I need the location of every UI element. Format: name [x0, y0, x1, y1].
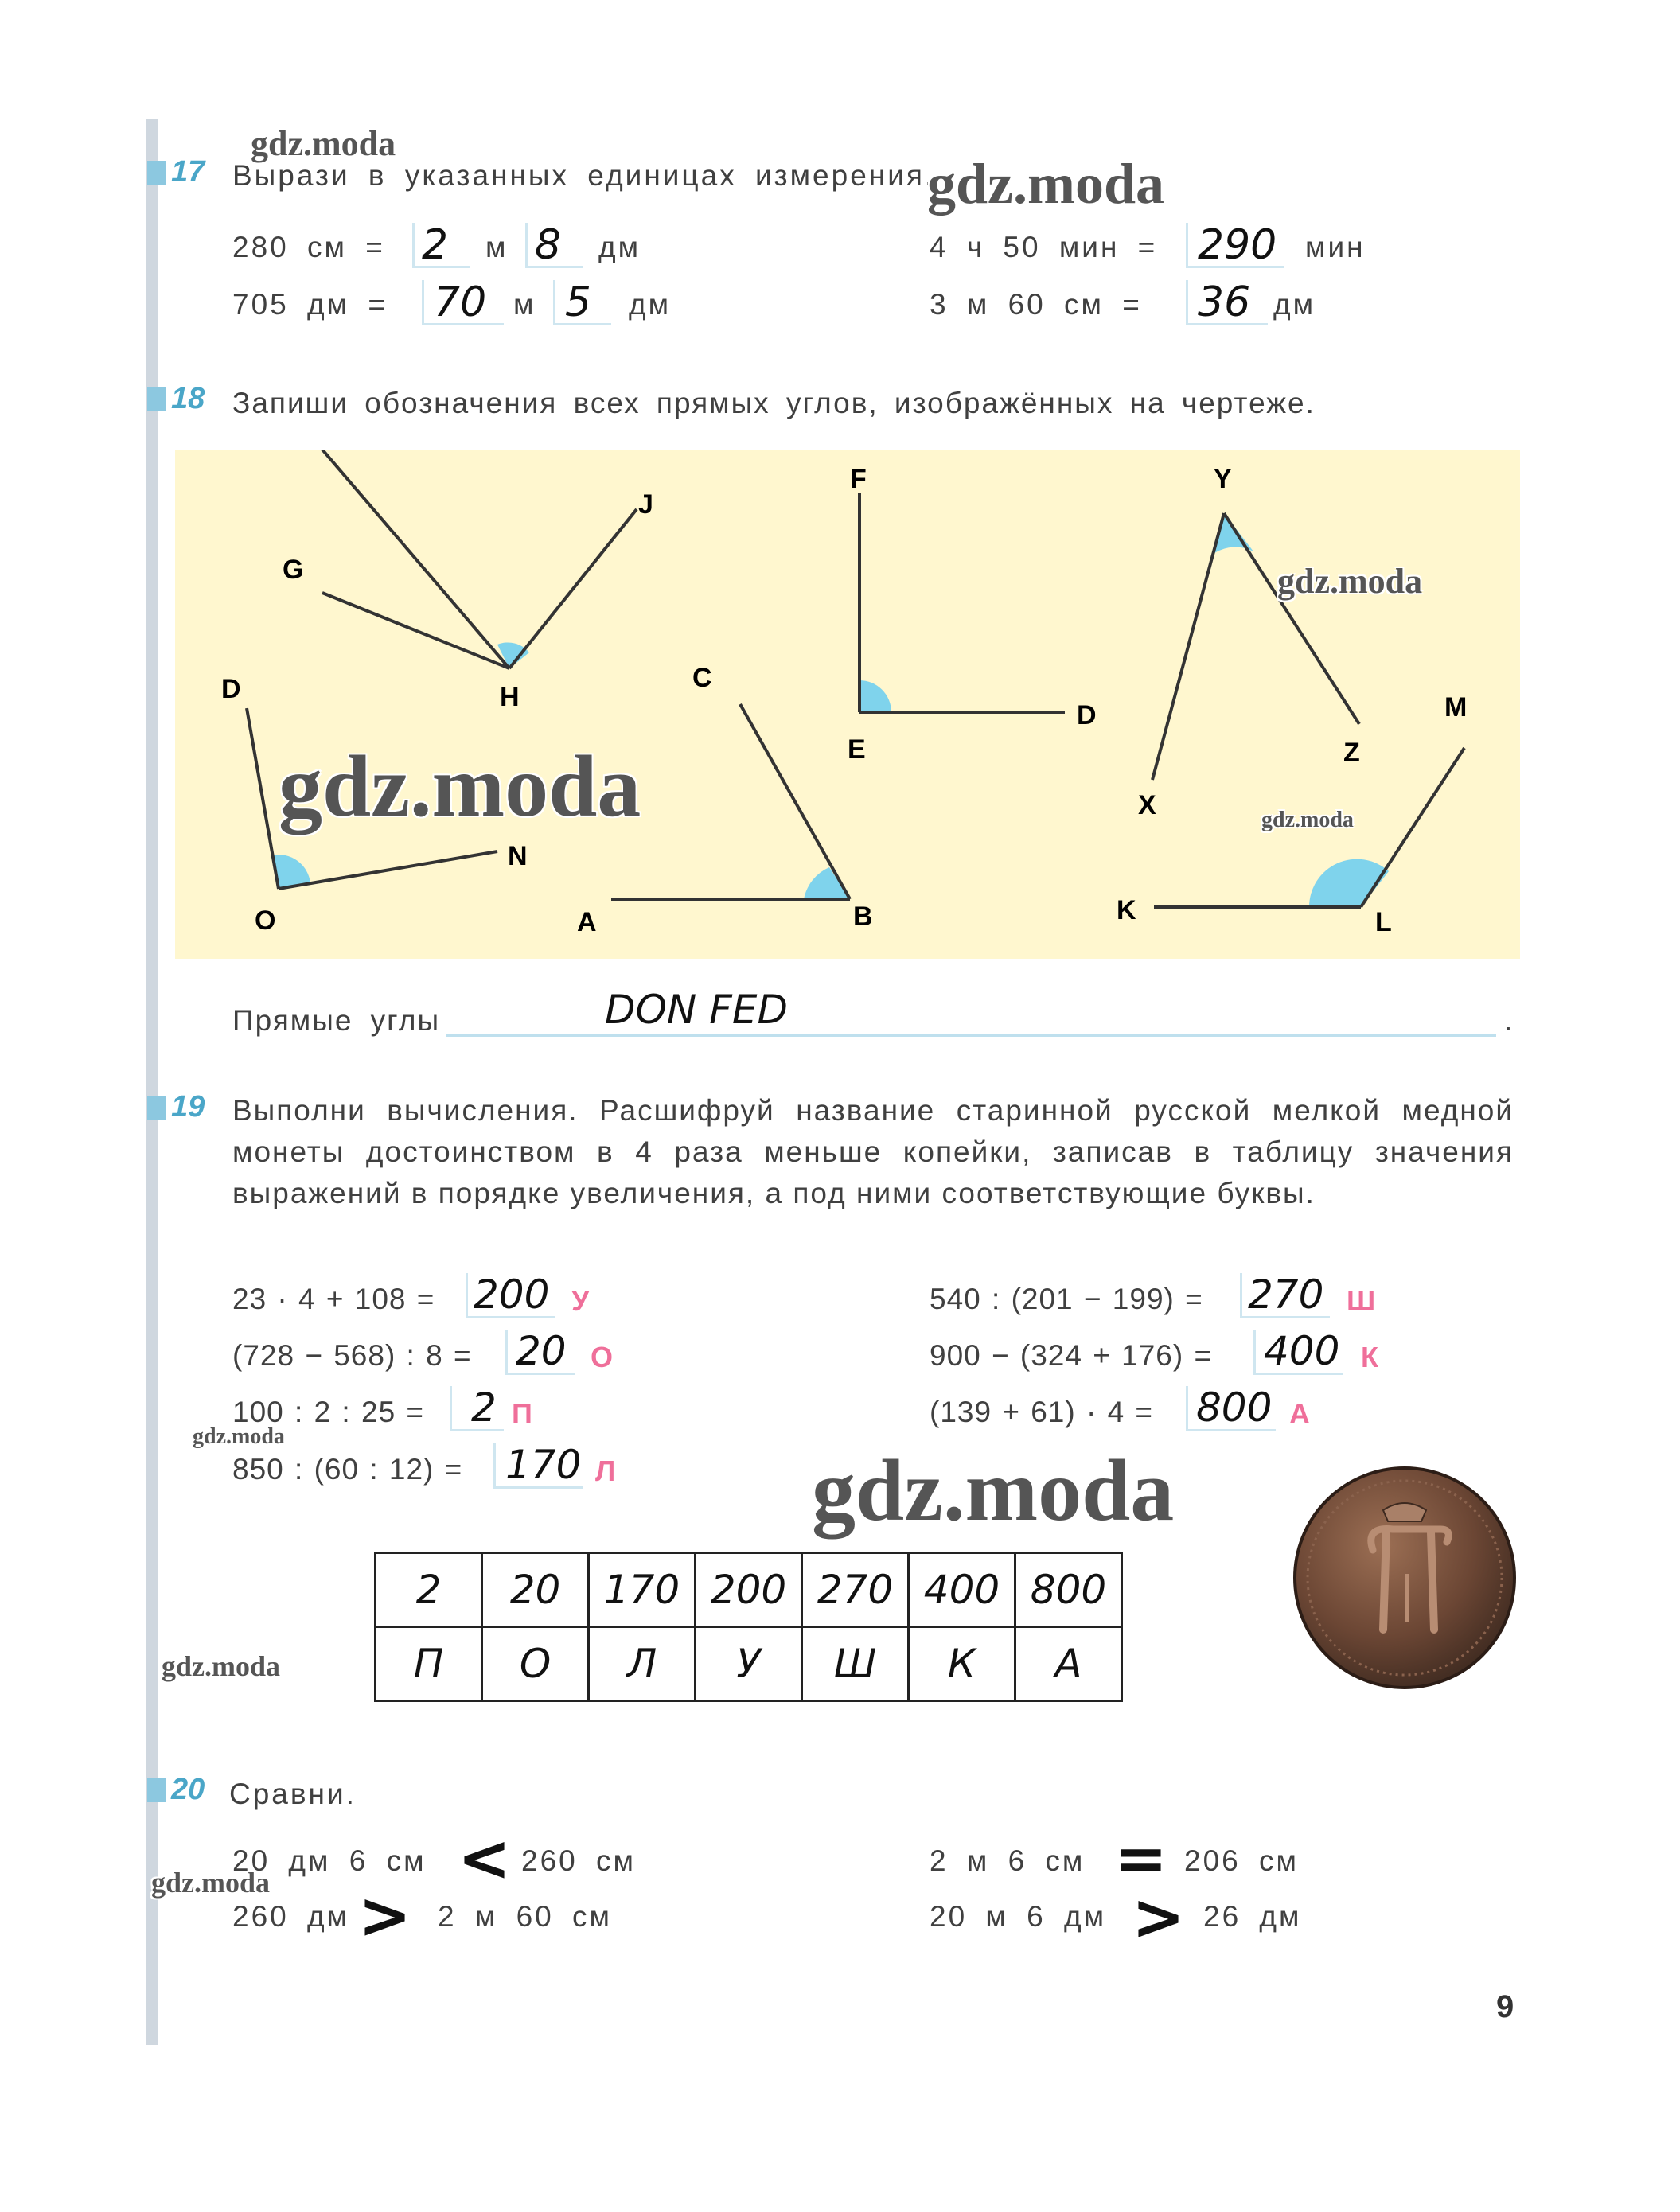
compare-right: 206 см: [1184, 1844, 1299, 1877]
compare-left: 20 дм 6 см: [232, 1844, 427, 1877]
watermark: gdz.moda: [193, 1424, 285, 1449]
compare-left: 20 м 6 дм: [930, 1900, 1107, 1933]
task-18-number: 18: [147, 382, 205, 416]
unit: дм: [629, 288, 672, 321]
unit: м: [485, 231, 509, 263]
task-17-number: 17: [147, 155, 205, 189]
unit: дм: [598, 231, 641, 263]
right-angles-label: Прямые углы: [232, 1004, 441, 1037]
task-17-row2-left: 705 дм =: [232, 288, 388, 321]
task-17-row4-left: 3 м 60 см =: [930, 288, 1142, 321]
geometry-drawing: [175, 450, 1520, 959]
task-20-prompt: Сравни.: [229, 1778, 357, 1810]
watermark: gdz.moda: [812, 1442, 1175, 1539]
point-label: C: [692, 663, 712, 693]
cipher-table: [374, 1552, 1123, 1702]
cipher-letter-cell: Л: [589, 1627, 696, 1701]
cipher-value-cell: 800: [1015, 1553, 1122, 1627]
unit: м: [513, 288, 536, 321]
task-18-prompt: Запиши обозначения всех прямых углов, изображённых на чертеже.: [232, 387, 1316, 419]
expression-value: 270: [1248, 1272, 1324, 1318]
cipher-letters-row: [376, 1627, 1122, 1701]
point-label: F: [850, 464, 867, 494]
cipher-letter-cell: Ш: [802, 1627, 909, 1701]
watermark: gdz.moda: [1261, 808, 1354, 832]
expression-value: 400: [1264, 1328, 1340, 1374]
task-17-row3-left: 4 ч 50 мин =: [930, 231, 1158, 263]
task-17-prompt: Вырази в указанных единицах измерения.: [232, 159, 936, 192]
expression: (139 + 61) · 4 =: [930, 1396, 1154, 1428]
compare-right: 26 дм: [1203, 1900, 1302, 1933]
point-label: E: [848, 734, 866, 765]
watermark: gdz.moda: [927, 152, 1165, 216]
cipher-letter: Л: [595, 1455, 616, 1487]
point-label: Y: [1214, 464, 1232, 494]
expression: 540 : (201 − 199) =: [930, 1283, 1203, 1315]
cipher-value-cell: 400: [909, 1553, 1015, 1627]
expression: 850 : (60 : 12) =: [232, 1453, 463, 1486]
task-17-row1-left: 280 см =: [232, 231, 385, 263]
point-label: X: [1138, 790, 1156, 820]
answer-value: 70: [434, 278, 487, 326]
answer-value: 5: [565, 278, 592, 326]
unit: дм: [1273, 288, 1316, 321]
expression: 100 : 2 : 25 =: [232, 1396, 425, 1428]
compare-left: 260 дм: [232, 1900, 350, 1933]
cipher-letter: П: [512, 1397, 532, 1430]
cipher-letter-cell: А: [1015, 1627, 1122, 1701]
cipher-letter: К: [1361, 1341, 1378, 1373]
answer-value: 36: [1198, 278, 1251, 326]
coin-image: [1289, 1462, 1520, 1693]
cipher-letter: А: [1289, 1397, 1310, 1430]
point-label: B: [853, 902, 873, 932]
expression: 23 · 4 + 108 =: [232, 1283, 435, 1315]
compare-sign: >: [358, 1879, 412, 1953]
watermark: gdz.moda: [151, 1867, 271, 1899]
compare-right: 2 м 60 см: [438, 1900, 612, 1933]
cipher-letter-cell: О: [482, 1627, 589, 1701]
watermark: gdz.moda: [279, 738, 641, 835]
cipher-letter-cell: К: [909, 1627, 1015, 1701]
point-label: A: [577, 907, 597, 937]
point-label: K: [1117, 895, 1136, 925]
point-label: D: [1077, 700, 1097, 730]
compare-sign: =: [1114, 1821, 1168, 1895]
answer-value: 2: [422, 221, 449, 269]
compare-sign: >: [1132, 1880, 1186, 1954]
cipher-value-cell: 20: [482, 1553, 589, 1627]
cipher-value-cell: 2: [376, 1553, 482, 1627]
compare-left: 2 м 6 см: [930, 1844, 1086, 1877]
cipher-letter-cell: У: [696, 1627, 802, 1701]
point-label: Z: [1343, 738, 1360, 768]
expression: (728 − 568) : 8 =: [232, 1339, 472, 1372]
point-label: M: [1444, 692, 1468, 722]
watermark: gdz.moda: [1277, 562, 1423, 601]
expression-value: 170: [505, 1442, 582, 1488]
expression-value: 200: [474, 1272, 550, 1318]
compare-right: 260 см: [521, 1844, 636, 1877]
unit: мин: [1305, 231, 1366, 263]
answer-value: 290: [1198, 221, 1277, 269]
cipher-letter: У: [571, 1284, 590, 1317]
page-number: 9: [1496, 1989, 1514, 2024]
watermark: gdz.moda: [251, 124, 396, 163]
expression-value: 20: [516, 1328, 567, 1374]
watermark: gdz.moda: [162, 1650, 281, 1682]
task-20-number: 20: [147, 1773, 205, 1807]
right-angles-answer: DON FED: [605, 987, 789, 1033]
task-19-number: 19: [147, 1090, 205, 1124]
cipher-value-cell: 200: [696, 1553, 802, 1627]
cipher-letter: Ш: [1347, 1284, 1376, 1317]
point-label: O: [255, 905, 276, 936]
cipher-letter: О: [591, 1341, 614, 1373]
cipher-value-cell: 170: [589, 1553, 696, 1627]
compare-sign: <: [458, 1821, 512, 1895]
point-label: G: [283, 555, 304, 585]
expression-value: 800: [1196, 1384, 1273, 1431]
point-label: L: [1375, 907, 1392, 937]
point-label: N: [508, 841, 528, 871]
point-label: D: [221, 674, 241, 704]
cipher-values-row: [376, 1553, 1122, 1627]
cipher-value-cell: 270: [802, 1553, 909, 1627]
answer-end: .: [1504, 1004, 1515, 1037]
point-label: J: [638, 489, 653, 520]
point-label: H: [500, 682, 520, 712]
expression: 900 − (324 + 176) =: [930, 1339, 1213, 1372]
task-19-prompt: Выполни вычисления. Расшифруй название старинной русской мелкой медной монеты достоинством в 4 раза меньше копейки, записав в таблицу значения выражений в порядке увеличения, а под ними соответствующие буквы.: [232, 1094, 1514, 1209]
answer-line: [446, 1034, 1496, 1037]
answer-value: 8: [535, 221, 562, 269]
expression-value: 2: [471, 1384, 497, 1431]
cipher-letter-cell: П: [376, 1627, 482, 1701]
